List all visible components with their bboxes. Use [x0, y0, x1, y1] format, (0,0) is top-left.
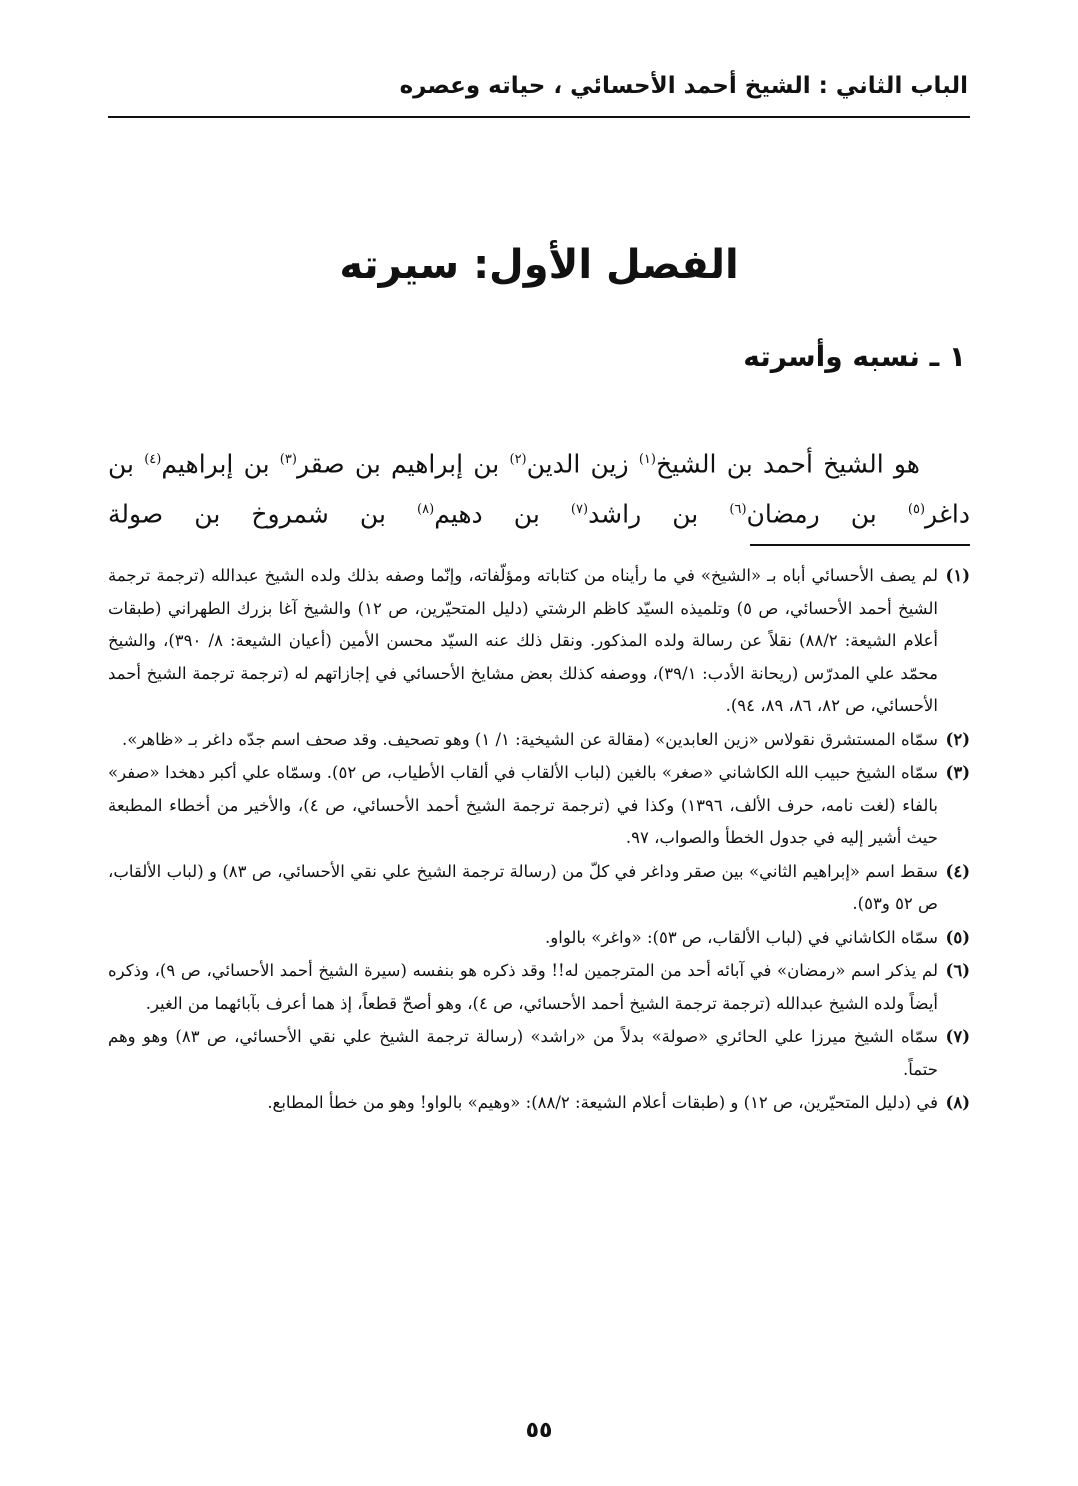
footnote-ref: (٦) [729, 502, 747, 518]
body-segment: بن رمضان [746, 499, 908, 529]
footnote [108, 856, 970, 921]
footnotes [108, 560, 970, 1121]
footnote-number: (٤) [945, 861, 970, 881]
body-segment: بن شمروخ بن صولة [108, 499, 418, 529]
page-number: ٥٥ [525, 1418, 553, 1443]
chapter-title: الفصل الأول: سيرته [339, 242, 739, 288]
footnote-text: سمّاه الشيخ ميرزا علي الحائري «صولة» بدلاً من «راشد» (رسالة ترجمة الشيخ علي نقي الأحسائي، ص ٨٣) وهو وهم حتماً. [108, 1027, 938, 1079]
footnote-number: (٦) [945, 961, 970, 980]
footnote-ref: (١) [638, 452, 656, 467]
footnote [108, 1087, 970, 1120]
footnote-ref: (٨) [417, 502, 435, 518]
footnote-text: لم يصف الأحسائي أباه بـ «الشيخ» في ما رأيناه من كتاباته ومؤلّفاته، وإنّما وصفه بذلك ولده الشيخ عبدالله (ترجمة ترجمة الشيخ أحمد الأحسائي، ص ٥) وتلميذه السيّد كاظم الرشتي (دليل المتحيّرين، ص ١٢) والشيخ آغا بزرك الطهراني (طبقات أعلام الشيعة: ٨٨/٢) نقلاً عن رسالة ولده المذكور. ونقل ذلك عنه السيّد محسن الأمين (أعيان الشيعة: ٨/ ٣٩٠)، والشيخ محمّد علي المدرّس (ريحانة الأدب: ٣٩/١)، ووصفه كذلك بعض مشايخ الأحسائي في إجازاتهم له (ترجمة ترجمة الشيخ أحمد الأحسائي، ص ٨٢، ٨٦، ٨٩، ٩٤). [108, 566, 939, 715]
running-header: الباب الثاني : الشيخ أحمد الأحسائي ، حياته وعصره [399, 73, 968, 99]
section-title: ١ ـ نسبه وأسرته [743, 340, 966, 373]
footnote-text: لم يذكر اسم «رمضان» في آبائه أحد من المترجمين له!! وقد ذكره هو بنفسه (سيرة الشيخ أحمد الأحسائي، ص ٩)، وذكره أيضاً ولده الشيخ عبدالله (ترجمة ترجمة الشيخ أحمد الأحسائي، ص ٤)، وهو أصحّ قطعاً، إذ هما أعرف بآبائهما من الغير. [108, 961, 938, 1013]
footnote-ref: (٥) [907, 502, 926, 518]
footnote-ref: (٧) [570, 502, 589, 518]
footnote-number: (٥) [945, 927, 970, 947]
footnote [108, 724, 970, 757]
footnote [108, 757, 970, 855]
body-segment: بن إبراهيم [161, 449, 280, 479]
footnote [108, 955, 970, 1020]
footnote-rule [750, 544, 970, 546]
footnote-ref: (٤) [144, 452, 162, 467]
body-segment: بن إبراهيم بن صقر [296, 449, 510, 479]
footnote-text: سقط اسم «إبراهيم الثاني» بين صقر وداغر في كلّ من (رسالة ترجمة الشيخ علي نقي الأحسائي، ص ٨٣) و (لباب الألقاب، ص ٥٢ و٥٣). [108, 861, 938, 913]
footnote-number: (١) [945, 566, 970, 585]
footnote-ref: (٣) [279, 452, 297, 467]
body-segment: بن دهيم [434, 499, 571, 529]
footnote-text: في (دليل المتحيّرين، ص ١٢) و (طبقات أعلام الشيعة: ٨٨/٢): «وهيم» بالواو! وهو من خطأ المطابع. [267, 1093, 938, 1112]
footnote [108, 1021, 970, 1086]
body-segment: بن راشد [588, 499, 730, 529]
footnote-number: (٢) [945, 729, 970, 749]
footnote-number: (٣) [945, 763, 970, 782]
footnote-ref: (٢) [509, 452, 527, 467]
body-segment: هو الشيخ أحمد بن الشيخ [655, 449, 920, 479]
footnote-number: (٨) [945, 1093, 970, 1112]
header-rule [108, 116, 970, 118]
footnote-number: (٧) [945, 1027, 970, 1046]
body-segment: بن داغر [108, 449, 970, 529]
body-paragraph [108, 437, 970, 538]
footnote-text: سمّاه الكاشاني في (لباب الألقاب، ص ٥٣): «واغر» بالواو. [545, 927, 938, 947]
footnote-text: سمّاه المستشرق نقولاس «زين العابدين» (مقالة عن الشيخية: ١/ ١) وهو تصحيف. وقد صحف اسم جدّه داغر بـ «ظاهر». [122, 729, 938, 749]
footnote [108, 560, 970, 723]
footnote-text: سمّاه الشيخ حبيب الله الكاشاني «صغر» بالغين (لباب الألقاب في ألقاب الأطياب، ص ٥٢). وسمّاه علي أكبر دهخدا «صفر» بالفاء (لغت نامه، حرف الألف، ١٣٩٦) وكذا في (ترجمة ترجمة الشيخ أحمد الأحسائي، ص ٤)، والأخير من أخطاء المطبعة حيث أشير إليه في جدول الخطأ والصواب، ٩٧. [108, 763, 939, 847]
footnote [108, 922, 970, 955]
body-segment: زين الدين [526, 449, 639, 479]
